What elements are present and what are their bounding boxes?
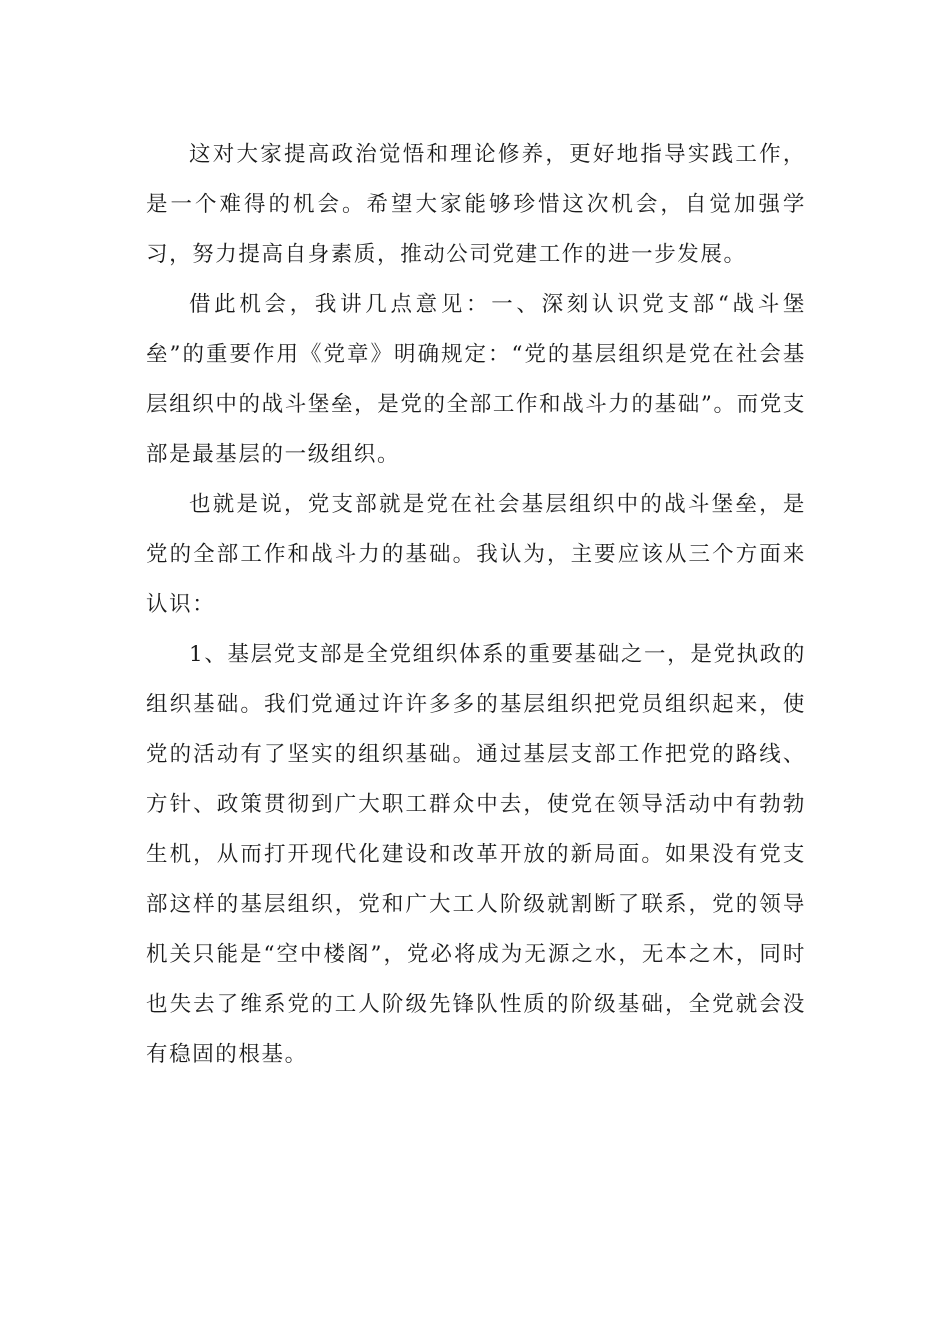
paragraph-2: 借此机会，我讲几点意见：一、深刻认识党支部“战斗堡垒”的重要作用《党章》明确规定：“党的基层组织是党在社会基层组织中的战斗堡垒，是党的全部工作和战斗力的基础”。而党支部是最基层的一级组织。 (146, 292, 806, 467)
paragraph-3: 也就是说，党支部就是党在社会基层组织中的战斗堡垒，是党的全部工作和战斗力的基础。我认为，主要应该从三个方面来认识： (146, 492, 806, 617)
paragraph-1: 这对大家提高政治觉悟和理论修养，更好地指导实践工作，是一个难得的机会。希望大家能够珍惜这次机会，自觉加强学习，努力提高自身素质，推动公司党建工作的进一步发展。 (146, 142, 806, 267)
paragraph-4: 1、基层党支部是全党组织体系的重要基础之一，是党执政的组织基础。我们党通过许许多多的基层组织把党员组织起来，使党的活动有了坚实的组织基础。通过基层支部工作把党的路线、方针、政策贯彻到广大职工群众中去，使党在领导活动中有勃勃生机，从而打开现代化建设和改革开放的新局面。如果没有党支部这样的基层组织，党和广大工人阶级就割断了联系，党的领导机关只能是“空中楼阁”，党必将成为无源之水，无本之木，同时也失去了维系党的工人阶级先锋队性质的阶级基础，全党就会没有稳固的根基。 (146, 642, 806, 1067)
document-body (146, 130, 806, 1080)
